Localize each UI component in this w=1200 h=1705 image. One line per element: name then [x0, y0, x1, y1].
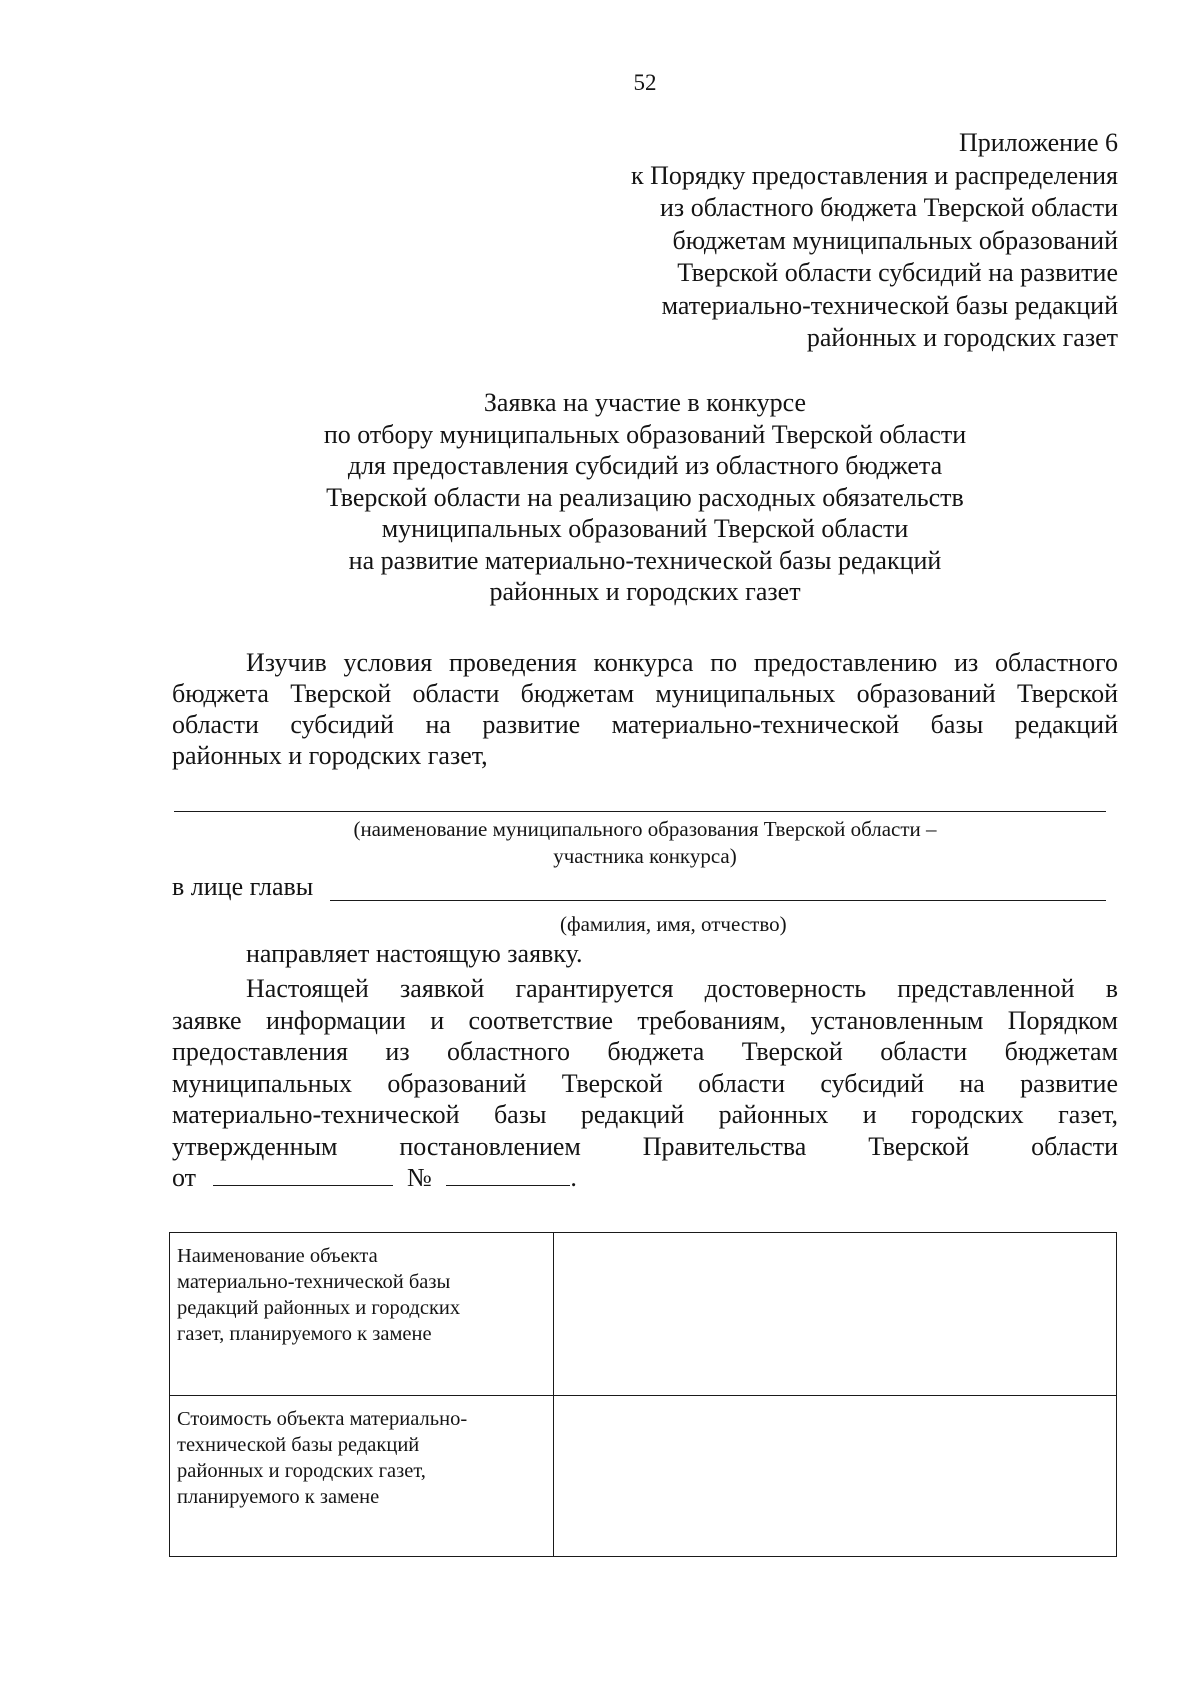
guarantee-paragraph [172, 973, 1118, 1194]
cell-line: планируемого к замене [177, 1486, 380, 1508]
document-title [0, 387, 1200, 608]
object-cost-label-cell [170, 1396, 554, 1557]
appendix-line: Приложение 6 [958, 128, 1118, 157]
title-line: по отбору муниципальных образований Тверской области [323, 419, 967, 449]
title-line: муниципальных образований Тверской области [381, 514, 909, 543]
paragraph-line: материально-технической базы редакций районных и городских газет, [172, 1100, 1118, 1129]
date-blank [213, 1163, 393, 1186]
head-name-line [330, 900, 1106, 901]
paragraph-line: муниципальных образований Тверской области субсидий на развитие [172, 1068, 1118, 1098]
paragraph-line: области субсидий на развитие материально-технической базы редакций [172, 710, 1118, 739]
cell-line: газет, планируемого к замене [177, 1323, 432, 1345]
object-name-value-cell[interactable] [554, 1233, 1117, 1396]
appendix-line: Тверской области субсидий на развитие [677, 258, 1118, 287]
cell-line: Наименование объекта [177, 1245, 378, 1267]
head-label: в лице главы [172, 872, 314, 901]
paragraph-line: предоставления из областного бюджета Тверской области бюджетам [172, 1037, 1118, 1066]
title-line: на развитие материально-технической базы редакций [348, 545, 942, 575]
appendix-line: материально-технической базы редакций [661, 290, 1118, 320]
title-line: районных и городских газет [489, 577, 801, 606]
appendix-line: бюджетам муниципальных образований [672, 225, 1118, 255]
number-label: № [407, 1163, 432, 1192]
intro-paragraph [172, 647, 1118, 771]
cell-line: Стоимость объекта материально- [177, 1408, 468, 1430]
object-name-label-cell [170, 1233, 554, 1396]
object-cost-value-cell[interactable] [554, 1396, 1117, 1557]
paragraph-line: бюджета Тверской области бюджетам муниципальных образований Тверской [172, 679, 1118, 708]
paragraph-line: Настоящей заявкой гарантируется достоверность представленной в [246, 974, 1118, 1003]
paragraph-line: утвержденным постановлением Правительства Тверской области [172, 1131, 1118, 1161]
cell-line: технической базы редакций [177, 1434, 420, 1456]
appendix-line: районных и городских газет [806, 323, 1118, 352]
municipality-name-line [174, 811, 1106, 812]
title-line: для предоставления субсидий из областного бюджета [347, 451, 943, 480]
caption-line: участника конкурса) [553, 844, 737, 868]
page-number: 52 [633, 70, 657, 95]
municipality-caption [0, 816, 1200, 870]
appendix-line: к Порядку предоставления и распределения [630, 160, 1118, 190]
cell-line: районных и городских газет, [177, 1460, 426, 1482]
number-blank [446, 1163, 570, 1186]
cell-line: материально-технической базы [177, 1271, 451, 1293]
paragraph-line: заявке информации и соответствие требованиям, установленным Порядком [172, 1005, 1118, 1035]
caption-line: (наименование муниципального образования Тверской области – [353, 817, 937, 841]
title-line: Тверской области на реализацию расходных обязательств [326, 482, 964, 512]
date-number-line [172, 1162, 1118, 1194]
from-label: от [172, 1163, 197, 1192]
table-row [170, 1233, 1117, 1396]
head-caption: (фамилия, имя, отчество) [560, 912, 787, 936]
title-line: Заявка на участие в конкурсе [483, 388, 807, 417]
paragraph-line: районных и городских газет, [172, 741, 488, 770]
cell-line: редакций районных и городских [177, 1297, 461, 1319]
table-row [170, 1396, 1117, 1557]
end-mark: . [570, 1163, 577, 1192]
appendix-header [631, 127, 1118, 355]
application-table [169, 1232, 1117, 1557]
sends-text: направляет настоящую заявку. [246, 939, 583, 968]
paragraph-line: Изучив условия проведения конкурса по предоставлению из областного [246, 648, 1118, 677]
appendix-line: из областного бюджета Тверской области [660, 193, 1118, 222]
